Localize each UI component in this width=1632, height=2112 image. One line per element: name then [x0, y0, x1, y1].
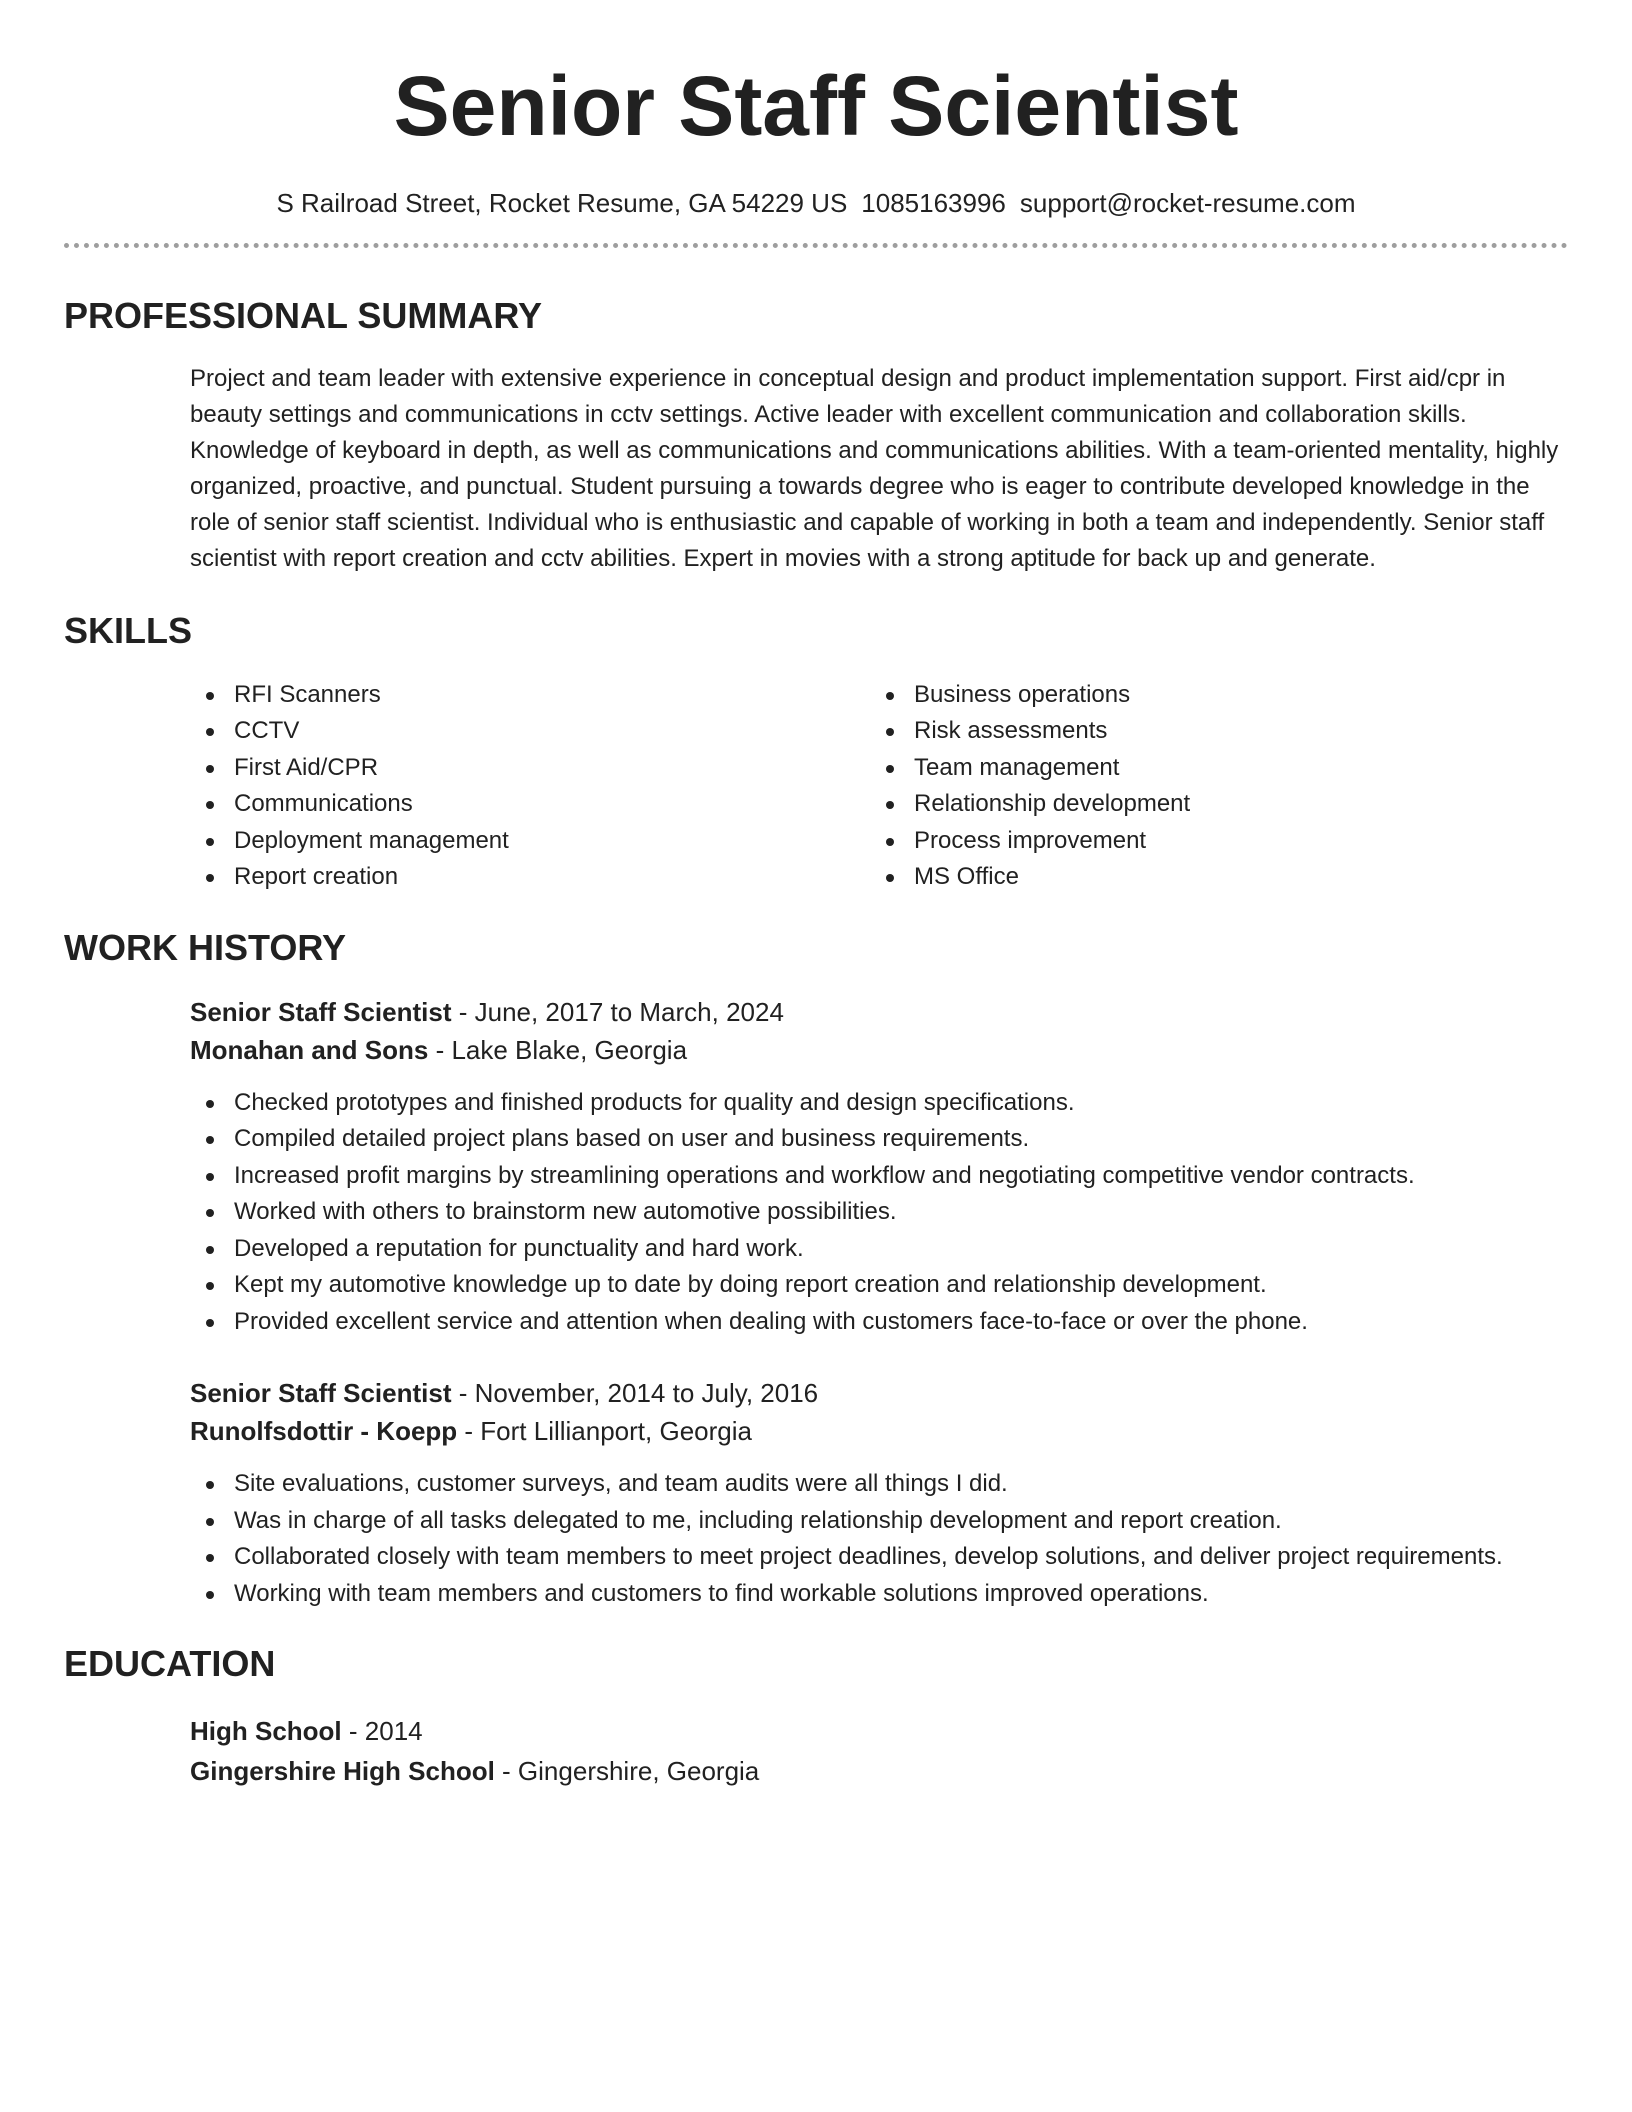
duty-item: Compiled detailed project plans based on user and business requirements. — [190, 1121, 1568, 1158]
job-dates: - November, 2014 to July, 2016 — [451, 1378, 819, 1409]
skill-item: RFI Scanners — [190, 677, 870, 714]
skills-list — [190, 677, 1568, 896]
skill-item: Team management — [870, 750, 1550, 787]
skill-item: Risk assessments — [870, 713, 1550, 750]
contact-address: S Railroad Street, Rocket Resume, GA 54229 US — [276, 188, 848, 218]
job-title-line — [190, 993, 1568, 1031]
job-company-line — [190, 1031, 1568, 1069]
job-position: Senior Staff Scientist — [190, 1378, 452, 1409]
skill-item: Report creation — [190, 859, 870, 896]
skills-column-left — [190, 677, 870, 896]
skill-item: Relationship development — [870, 786, 1550, 823]
skill-item: Business operations — [870, 677, 1550, 714]
education-heading: EDUCATION — [64, 1643, 276, 1685]
duty-item: Worked with others to brainstorm new automotive possibilities. — [190, 1194, 1568, 1231]
education-degree-line — [190, 1711, 1568, 1751]
job-position: Senior Staff Scientist — [190, 996, 452, 1027]
summary-heading: PROFESSIONAL SUMMARY — [64, 295, 543, 337]
job-dates: - June, 2017 to March, 2024 — [451, 996, 784, 1027]
work-history-heading: WORK HISTORY — [64, 926, 347, 968]
job-company: Monahan and Sons — [190, 1034, 429, 1065]
job-duties — [190, 1466, 1568, 1612]
contact-email: support@rocket-resume.com — [1019, 188, 1356, 218]
contact-phone: 1085163996 — [861, 188, 1006, 218]
job-entry — [190, 993, 1568, 1341]
skill-item: First Aid/CPR — [190, 750, 870, 787]
duty-item: Developed a reputation for punctuality and hard work. — [190, 1231, 1568, 1268]
job-duties — [190, 1085, 1568, 1341]
skill-item: Communications — [190, 786, 870, 823]
duty-item: Working with team members and customers to find workable solutions improved operations. — [190, 1576, 1568, 1613]
duty-item: Was in charge of all tasks delegated to me, including relationship development and report creation. — [190, 1503, 1568, 1540]
skill-item: CCTV — [190, 713, 870, 750]
resume-name: Senior Staff Scientist — [393, 59, 1239, 153]
education-year: - 2014 — [341, 1716, 423, 1747]
skills-column-right — [870, 677, 1550, 896]
header-divider — [64, 243, 1568, 248]
duty-item: Site evaluations, customer surveys, and team audits were all things I did. — [190, 1466, 1568, 1503]
contact-line — [64, 188, 1568, 219]
education-degree: High School — [190, 1716, 342, 1747]
duty-item: Provided excellent service and attention when dealing with customers face-to-face or over the phone. — [190, 1304, 1568, 1341]
education-location: - Gingershire, Georgia — [494, 1756, 760, 1787]
job-company-line — [190, 1412, 1568, 1450]
skills-heading: SKILLS — [64, 610, 193, 652]
duty-item: Checked prototypes and finished products for quality and design specifications. — [190, 1085, 1568, 1122]
education-school: Gingershire High School — [190, 1756, 495, 1787]
summary-text: Project and team leader with extensive experience in conceptual design and product implementation support. First aid/cpr in beauty settings and communications in cctv settings. Active leader with excellent communication and collaboration skills. Knowledge of keyboard in depth, as well as communications and communications abilities. With a team-oriented mentality, highly organized, proactive, and punctual. Student pursuing a towards degree who is eager to contribute developed knowledge in the role of senior staff scientist. Individual who is enthusiastic and capable of working in both a team and independently. Senior staff scientist with report creation and cctv abilities. Expert in movies with a strong aptitude for back up and generate. — [190, 365, 1559, 573]
education-entry — [190, 1711, 1568, 1791]
skill-item: Process improvement — [870, 823, 1550, 860]
skill-item: Deployment management — [190, 823, 870, 860]
skill-item: MS Office — [870, 859, 1550, 896]
duty-item: Collaborated closely with team members to meet project deadlines, develop solutions, and deliver project requirements. — [190, 1539, 1568, 1576]
education-school-line — [190, 1751, 1568, 1791]
job-entry — [190, 1374, 1568, 1612]
duty-item: Kept my automotive knowledge up to date by doing report creation and relationship development. — [190, 1267, 1568, 1304]
duty-item: Increased profit margins by streamlining operations and workflow and negotiating competitive vendor contracts. — [190, 1158, 1568, 1195]
job-location: - Fort Lillianport, Georgia — [457, 1416, 752, 1447]
job-title-line — [190, 1374, 1568, 1412]
job-location: - Lake Blake, Georgia — [428, 1034, 688, 1065]
job-company: Runolfsdottir - Koepp — [190, 1416, 458, 1447]
